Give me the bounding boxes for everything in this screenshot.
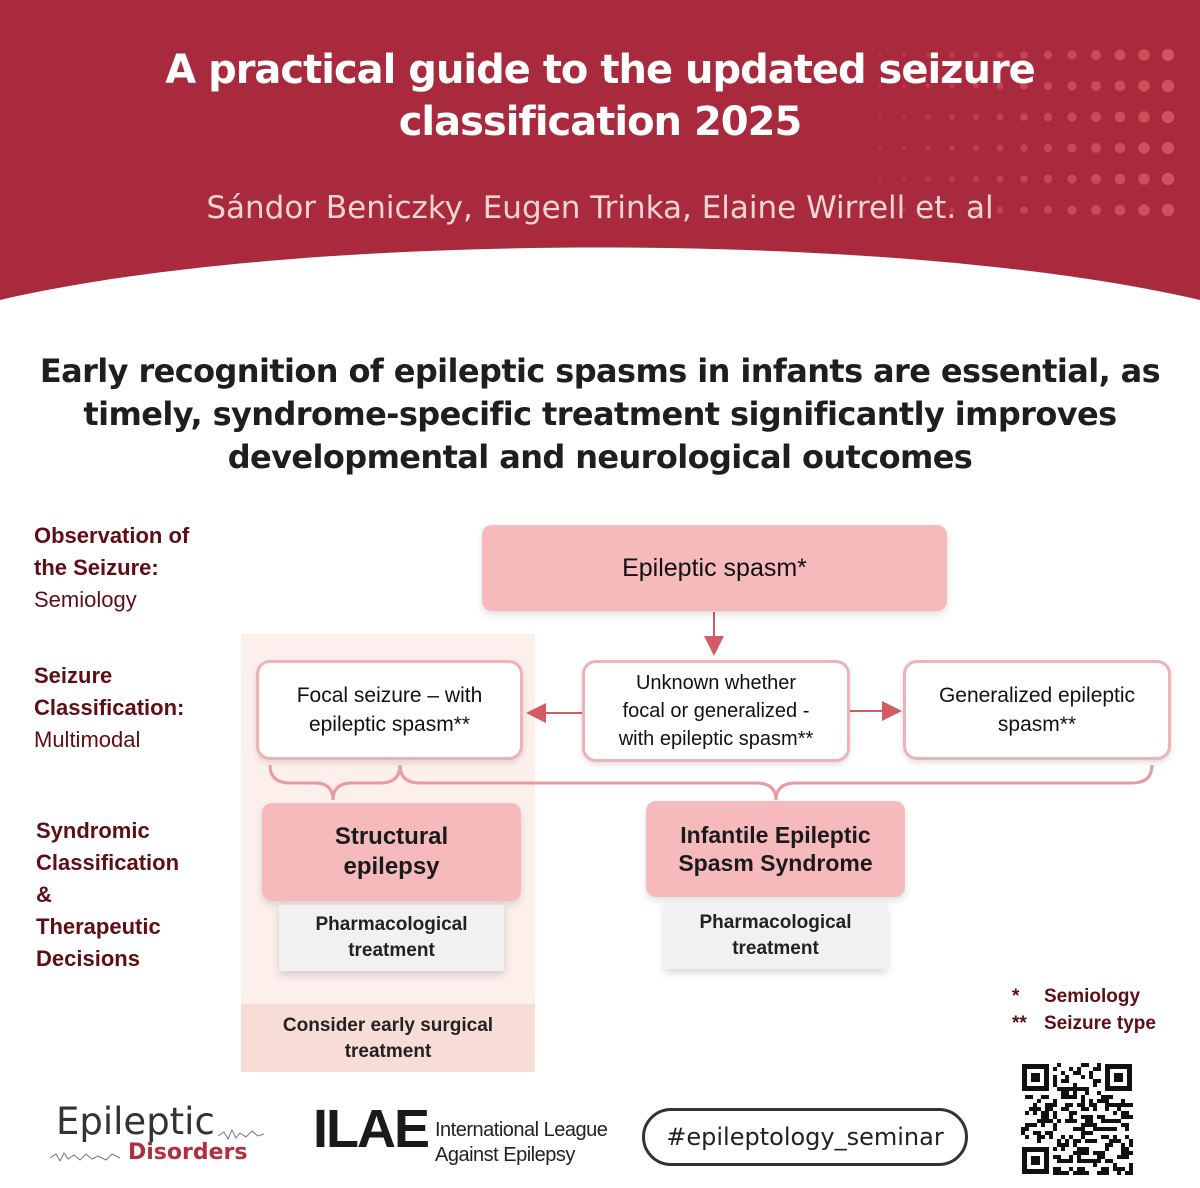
generalized-line1: Generalized epileptic: [938, 684, 1136, 707]
focal-line2: epileptic spasm**: [308, 713, 471, 736]
pharmacological-treatment-left: [279, 905, 504, 971]
row-label-syndromic-line1: Syndromic: [36, 818, 150, 843]
unknown-line1: Unknown whether: [635, 672, 797, 694]
row-label-syndromic-line4: Therapeutic: [36, 914, 161, 939]
headline-line-1: Early recognition of epileptic spasms in infants are essential, as: [39, 352, 1161, 390]
legend-star2: **: [1012, 1013, 1027, 1034]
row-label-classification-line2: Classification:: [34, 695, 185, 720]
legend-item-seizure-type: [1012, 1013, 1156, 1035]
focal-seizure-box: [256, 660, 523, 760]
row-label-classification-sub: Multimodal: [34, 727, 141, 752]
epileptic-disorders-logo: [50, 1100, 265, 1172]
surgical-treatment-box: [241, 1008, 535, 1070]
unknown-line3: with epileptic spasm**: [618, 728, 814, 750]
pharm-right-line1: Pharmacological: [699, 912, 852, 933]
legend-seizure-type: Seizure type: [1044, 1013, 1156, 1034]
pharm-right-line2: treatment: [732, 938, 819, 959]
epileptic-spasm-box: [482, 525, 947, 611]
hashtag-text: #epileptology_seminar: [666, 1123, 944, 1151]
structural-epilepsy-box: [262, 803, 521, 901]
hashtag-pill: [642, 1108, 968, 1166]
logo1-bottom: Disorders: [128, 1140, 248, 1165]
ilae-line1: International League: [435, 1119, 608, 1141]
qr-code-icon: [1020, 1062, 1134, 1176]
ilae-text: [435, 1118, 607, 1168]
epileptic-spasm-label: Epileptic spasm*: [622, 553, 807, 582]
surgical-line2: treatment: [344, 1041, 432, 1062]
legend: [1012, 986, 1156, 1035]
legend-star1: *: [1012, 986, 1020, 1007]
ilae-logo: [313, 1099, 613, 1166]
generalized-spasm-box: [903, 660, 1171, 760]
iess-line2: Spasm Syndrome: [678, 850, 873, 876]
row-label-syndromic-line3: &: [36, 882, 52, 907]
row-label-classification-line1: Seizure: [34, 663, 113, 688]
pharm-left-line2: treatment: [348, 940, 435, 961]
pharmacological-treatment-right: [664, 903, 887, 969]
headline-line-3: developmental and neurological outcomes: [227, 438, 973, 476]
authors: Sándor Beniczky, Eugen Trinka, Elaine Wirrell et. al: [206, 190, 994, 226]
iess-box: [646, 801, 905, 897]
legend-semiology: Semiology: [1044, 986, 1141, 1007]
row-label-observation-line2: the Seizure:: [34, 555, 159, 580]
row-label-syndromic-line5: Decisions: [36, 946, 140, 971]
generalized-line2: spasm**: [997, 713, 1077, 736]
pharm-left-line1: Pharmacological: [315, 914, 468, 935]
surgical-line1: Consider early surgical: [282, 1015, 494, 1036]
ilae-line2: Against Epilepsy: [435, 1144, 575, 1166]
structural-line2: epilepsy: [343, 853, 440, 880]
title-line-2: classification 2025: [398, 99, 802, 145]
focal-line1: Focal seizure – with: [296, 684, 483, 707]
structural-line1: Structural: [334, 823, 449, 850]
legend-item-semiology: [1012, 986, 1156, 1013]
row-label-observation-line1: Observation of: [34, 523, 190, 548]
ilae-mark: ILAE: [313, 1099, 429, 1159]
headline-line-2: timely, syndrome-specific treatment significantly improves: [83, 395, 1117, 433]
row-label-observation-sub: Semiology: [34, 587, 137, 612]
logo1-top: Epileptic: [56, 1100, 215, 1143]
iess-line1: Infantile Epileptic: [680, 822, 871, 848]
row-label-syndromic-line2: Classification: [36, 850, 180, 875]
unknown-onset-box: [582, 660, 850, 762]
brace-to-iess: [400, 765, 1152, 800]
brace-focal-to-structural: [270, 765, 400, 800]
unknown-line2: focal or generalized -: [622, 700, 810, 722]
title-line-1: A practical guide to the updated seizure: [165, 47, 1035, 93]
